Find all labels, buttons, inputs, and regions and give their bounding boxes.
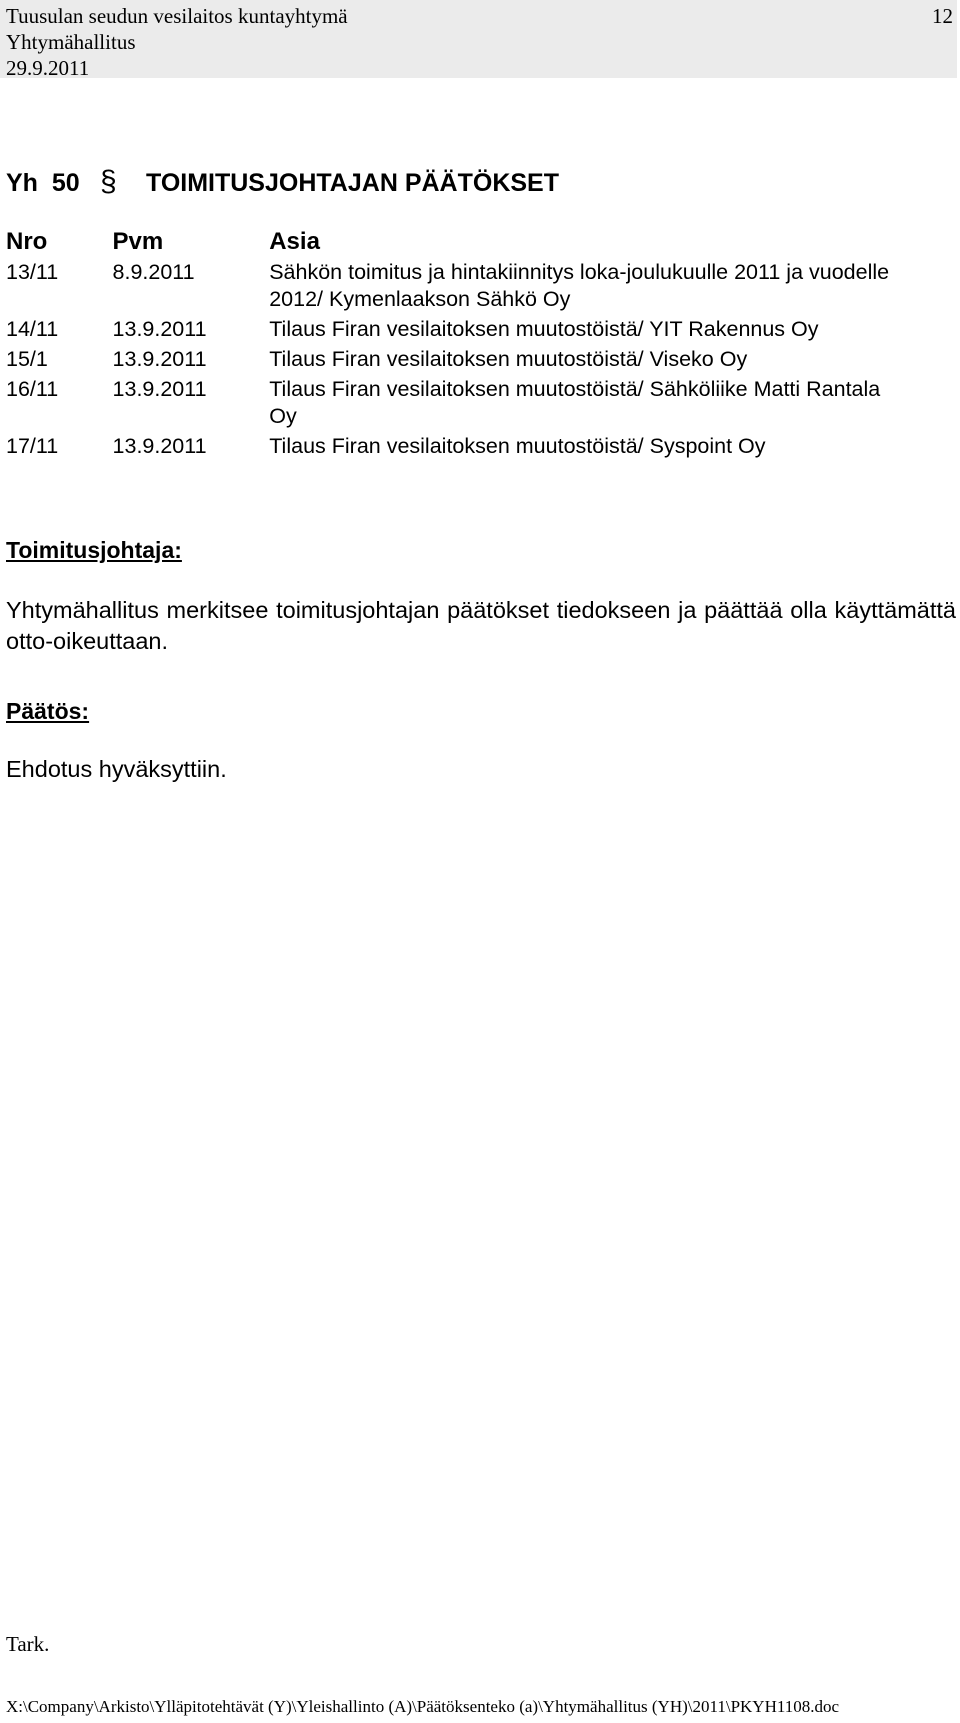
row-asia: Tilaus Firan vesilaitoksen muutostöistä/ Viseko Oy xyxy=(269,347,748,371)
file-path: X:\Company\Arkisto\Ylläpitotehtävät (Y)\Yleishallinto (A)\Päätöksenteko (a)\Yhtymähallitus (YH)\2011\PKYH1108.doc xyxy=(6,1697,840,1716)
decisions-table xyxy=(6,228,960,463)
column-header-pvm: Pvm xyxy=(112,228,164,255)
table-row xyxy=(6,346,960,376)
meeting-date: 29.9.2011 xyxy=(6,56,90,80)
governing-body: Yhtymähallitus xyxy=(6,30,136,54)
table-row xyxy=(6,376,960,433)
row-nro: 14/11 xyxy=(6,317,59,341)
checked-label: Tark. xyxy=(6,1632,50,1656)
section-title xyxy=(6,167,559,198)
proposal-text: Yhtymähallitus merkitsee toimitusjohtajan päätökset tiedokseen ja päättää olla käyttämättä otto-oikeuttaan. xyxy=(6,597,956,654)
section-symbol: § xyxy=(100,165,117,198)
row-asia: Tilaus Firan vesilaitoksen muutostöistä/ YIT Rakennus Oy xyxy=(269,317,819,341)
proposal-label: Toimitusjohtaja: xyxy=(6,537,182,563)
row-nro: 16/11 xyxy=(6,377,59,401)
row-pvm: 8.9.2011 xyxy=(112,260,195,284)
row-asia: Tilaus Firan vesilaitoksen muutostöistä/ Syspoint Oy xyxy=(269,434,766,458)
row-pvm: 13.9.2011 xyxy=(112,377,207,401)
section-code: Yh 50 xyxy=(6,169,80,197)
row-nro: 13/11 xyxy=(6,260,59,284)
page-number: 12 xyxy=(932,4,953,28)
column-header-nro: Nro xyxy=(6,228,48,255)
section-heading: TOIMITUSJOHTAJAN PÄÄTÖKSET xyxy=(146,169,559,197)
row-pvm: 13.9.2011 xyxy=(112,434,207,458)
decision-text: Ehdotus hyväksyttiin. xyxy=(6,756,227,782)
table-row xyxy=(6,433,960,463)
page-header xyxy=(0,0,957,78)
table-row xyxy=(6,316,960,346)
column-header-asia: Asia xyxy=(269,228,320,255)
table-row xyxy=(6,259,960,316)
row-pvm: 13.9.2011 xyxy=(112,347,207,371)
row-pvm: 13.9.2011 xyxy=(112,317,207,341)
organization-name: Tuusulan seudun vesilaitos kuntayhtymä xyxy=(6,4,348,28)
decision-label: Päätös: xyxy=(6,698,90,724)
table-header-row xyxy=(6,228,960,259)
row-nro: 15/1 xyxy=(6,347,48,371)
row-asia: Tilaus Firan vesilaitoksen muutostöistä/ Sähköliike Matti Rantala Oy xyxy=(269,377,881,428)
row-asia: Sähkön toimitus ja hintakiinnitys loka-joulukuulle 2011 ja vuodelle 2012/ Kymenlaakson Sähkö Oy xyxy=(269,260,890,311)
row-nro: 17/11 xyxy=(6,434,59,458)
